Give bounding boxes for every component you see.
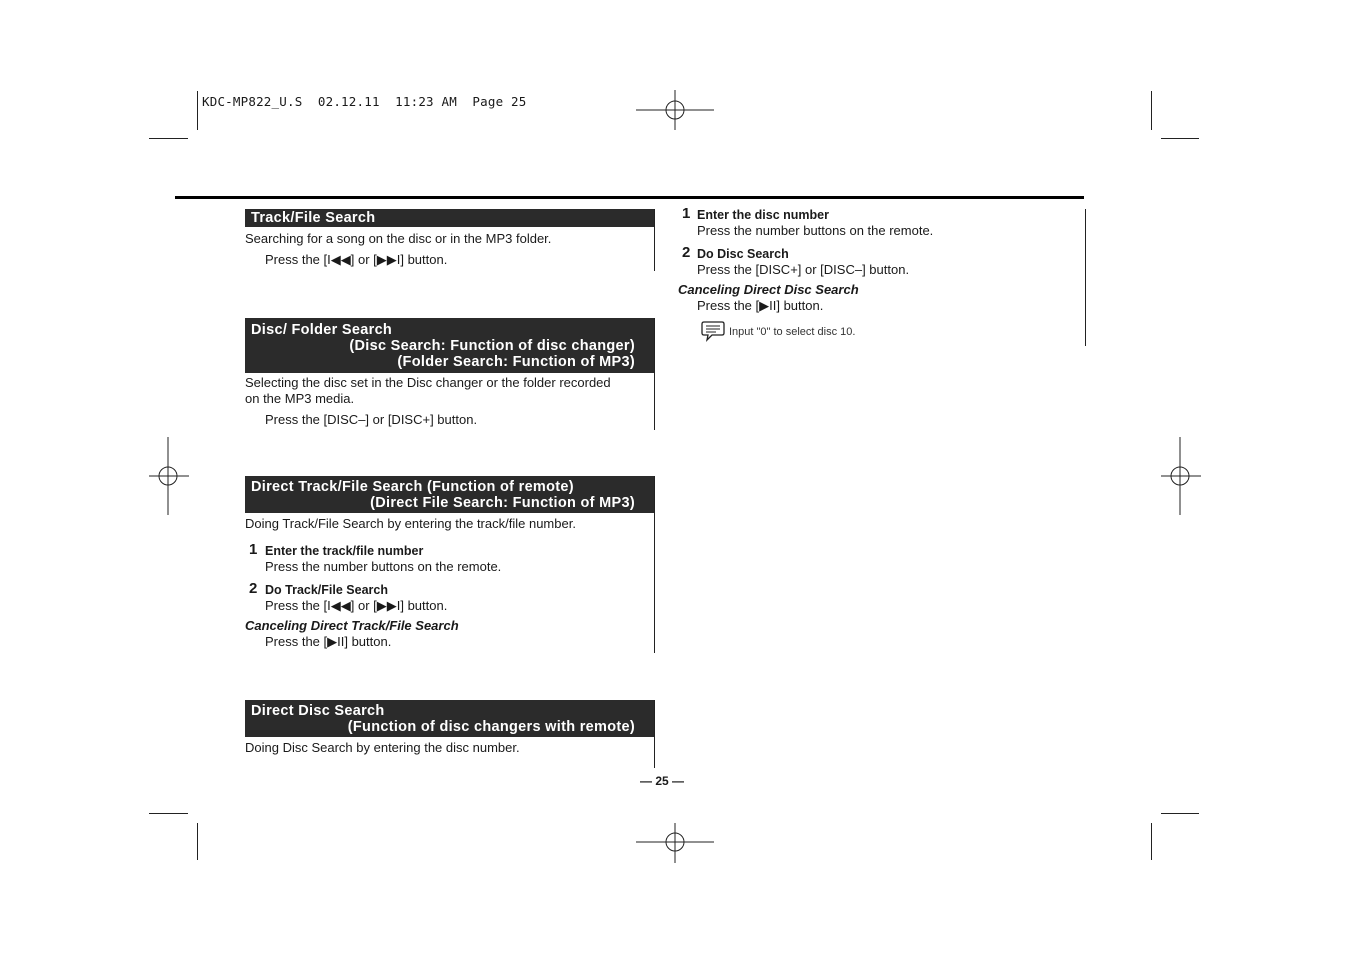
crop-mark [197, 823, 198, 860]
step-title: Enter the track/file number [265, 544, 424, 558]
step-number: 2 [682, 244, 691, 261]
crop-mark [1151, 823, 1152, 860]
section-subtitle: (Folder Search: Function of MP3) [397, 354, 635, 370]
step-text: Press the [DISC+] or [DISC–] button. [697, 262, 910, 277]
direct-disc-description: Doing Disc Search by entering the disc number. [245, 740, 520, 755]
crop-mark [1161, 138, 1199, 139]
step-number: 1 [249, 541, 258, 558]
column-rule [654, 700, 655, 768]
step-text: Press the [I◀◀] or [▶▶I] button. [265, 598, 448, 613]
column-rule [654, 209, 655, 271]
cancel-title: Canceling Direct Track/File Search [245, 618, 459, 633]
note-text: Input "0" to select disc 10. [729, 326, 856, 338]
step-text: Press the number buttons on the remote. [697, 223, 934, 238]
disc-folder-description: Selecting the disc set in the Disc changer or the folder recorded [245, 375, 611, 390]
registration-mark-icon [1161, 437, 1201, 515]
track-search-description: Searching for a song on the disc or in the MP3 folder. [245, 231, 552, 246]
step-title: Do Track/File Search [265, 583, 388, 597]
top-rule [175, 196, 1084, 199]
direct-track-description: Doing Track/File Search by entering the track/file number. [245, 516, 576, 531]
section-subtitle: (Function of disc changers with remote) [347, 719, 635, 735]
section-header-direct-track-search [245, 476, 654, 513]
cancel-text: Press the [▶II] button. [265, 634, 392, 649]
note-icon [701, 320, 725, 342]
step-number: 1 [682, 205, 691, 222]
track-search-instruction: Press the [I◀◀] or [▶▶I] button. [265, 252, 448, 267]
crop-mark [1161, 813, 1199, 814]
registration-mark-icon [636, 823, 714, 863]
section-subtitle: (Direct File Search: Function of MP3) [370, 495, 635, 511]
section-subtitle: (Disc Search: Function of disc changer) [349, 338, 635, 354]
section-title: Disc/ Folder Search [251, 322, 393, 338]
section-header-direct-disc-search [245, 700, 654, 737]
step-number: 2 [249, 580, 258, 597]
crop-mark [197, 91, 198, 130]
column-rule [1085, 209, 1086, 346]
step-text: Press the number buttons on the remote. [265, 559, 502, 574]
disc-folder-description: on the MP3 media. [245, 391, 355, 406]
crop-mark [149, 138, 188, 139]
column-rule [654, 476, 655, 653]
step-title: Do Disc Search [697, 247, 789, 261]
crop-mark [149, 813, 188, 814]
cancel-title: Canceling Direct Disc Search [678, 282, 859, 297]
section-header-disc-folder-search [245, 318, 654, 373]
column-rule [654, 318, 655, 430]
section-title: Direct Track/File Search (Function of remote) [251, 479, 574, 495]
print-header: KDC-MP822_U.S 02.12.11 11:23 AM Page 25 [202, 94, 527, 109]
section-title: Track/File Search [251, 210, 376, 226]
section-header-track-search [245, 209, 654, 227]
disc-folder-instruction: Press the [DISC–] or [DISC+] button. [265, 412, 478, 427]
cancel-text: Press the [▶II] button. [697, 298, 824, 313]
registration-mark-icon [636, 90, 714, 130]
crop-mark [1151, 91, 1152, 130]
step-title: Enter the disc number [697, 208, 829, 222]
registration-mark-icon [149, 437, 189, 515]
section-title: Direct Disc Search [251, 703, 385, 719]
page-number: — 25 — [640, 774, 685, 788]
